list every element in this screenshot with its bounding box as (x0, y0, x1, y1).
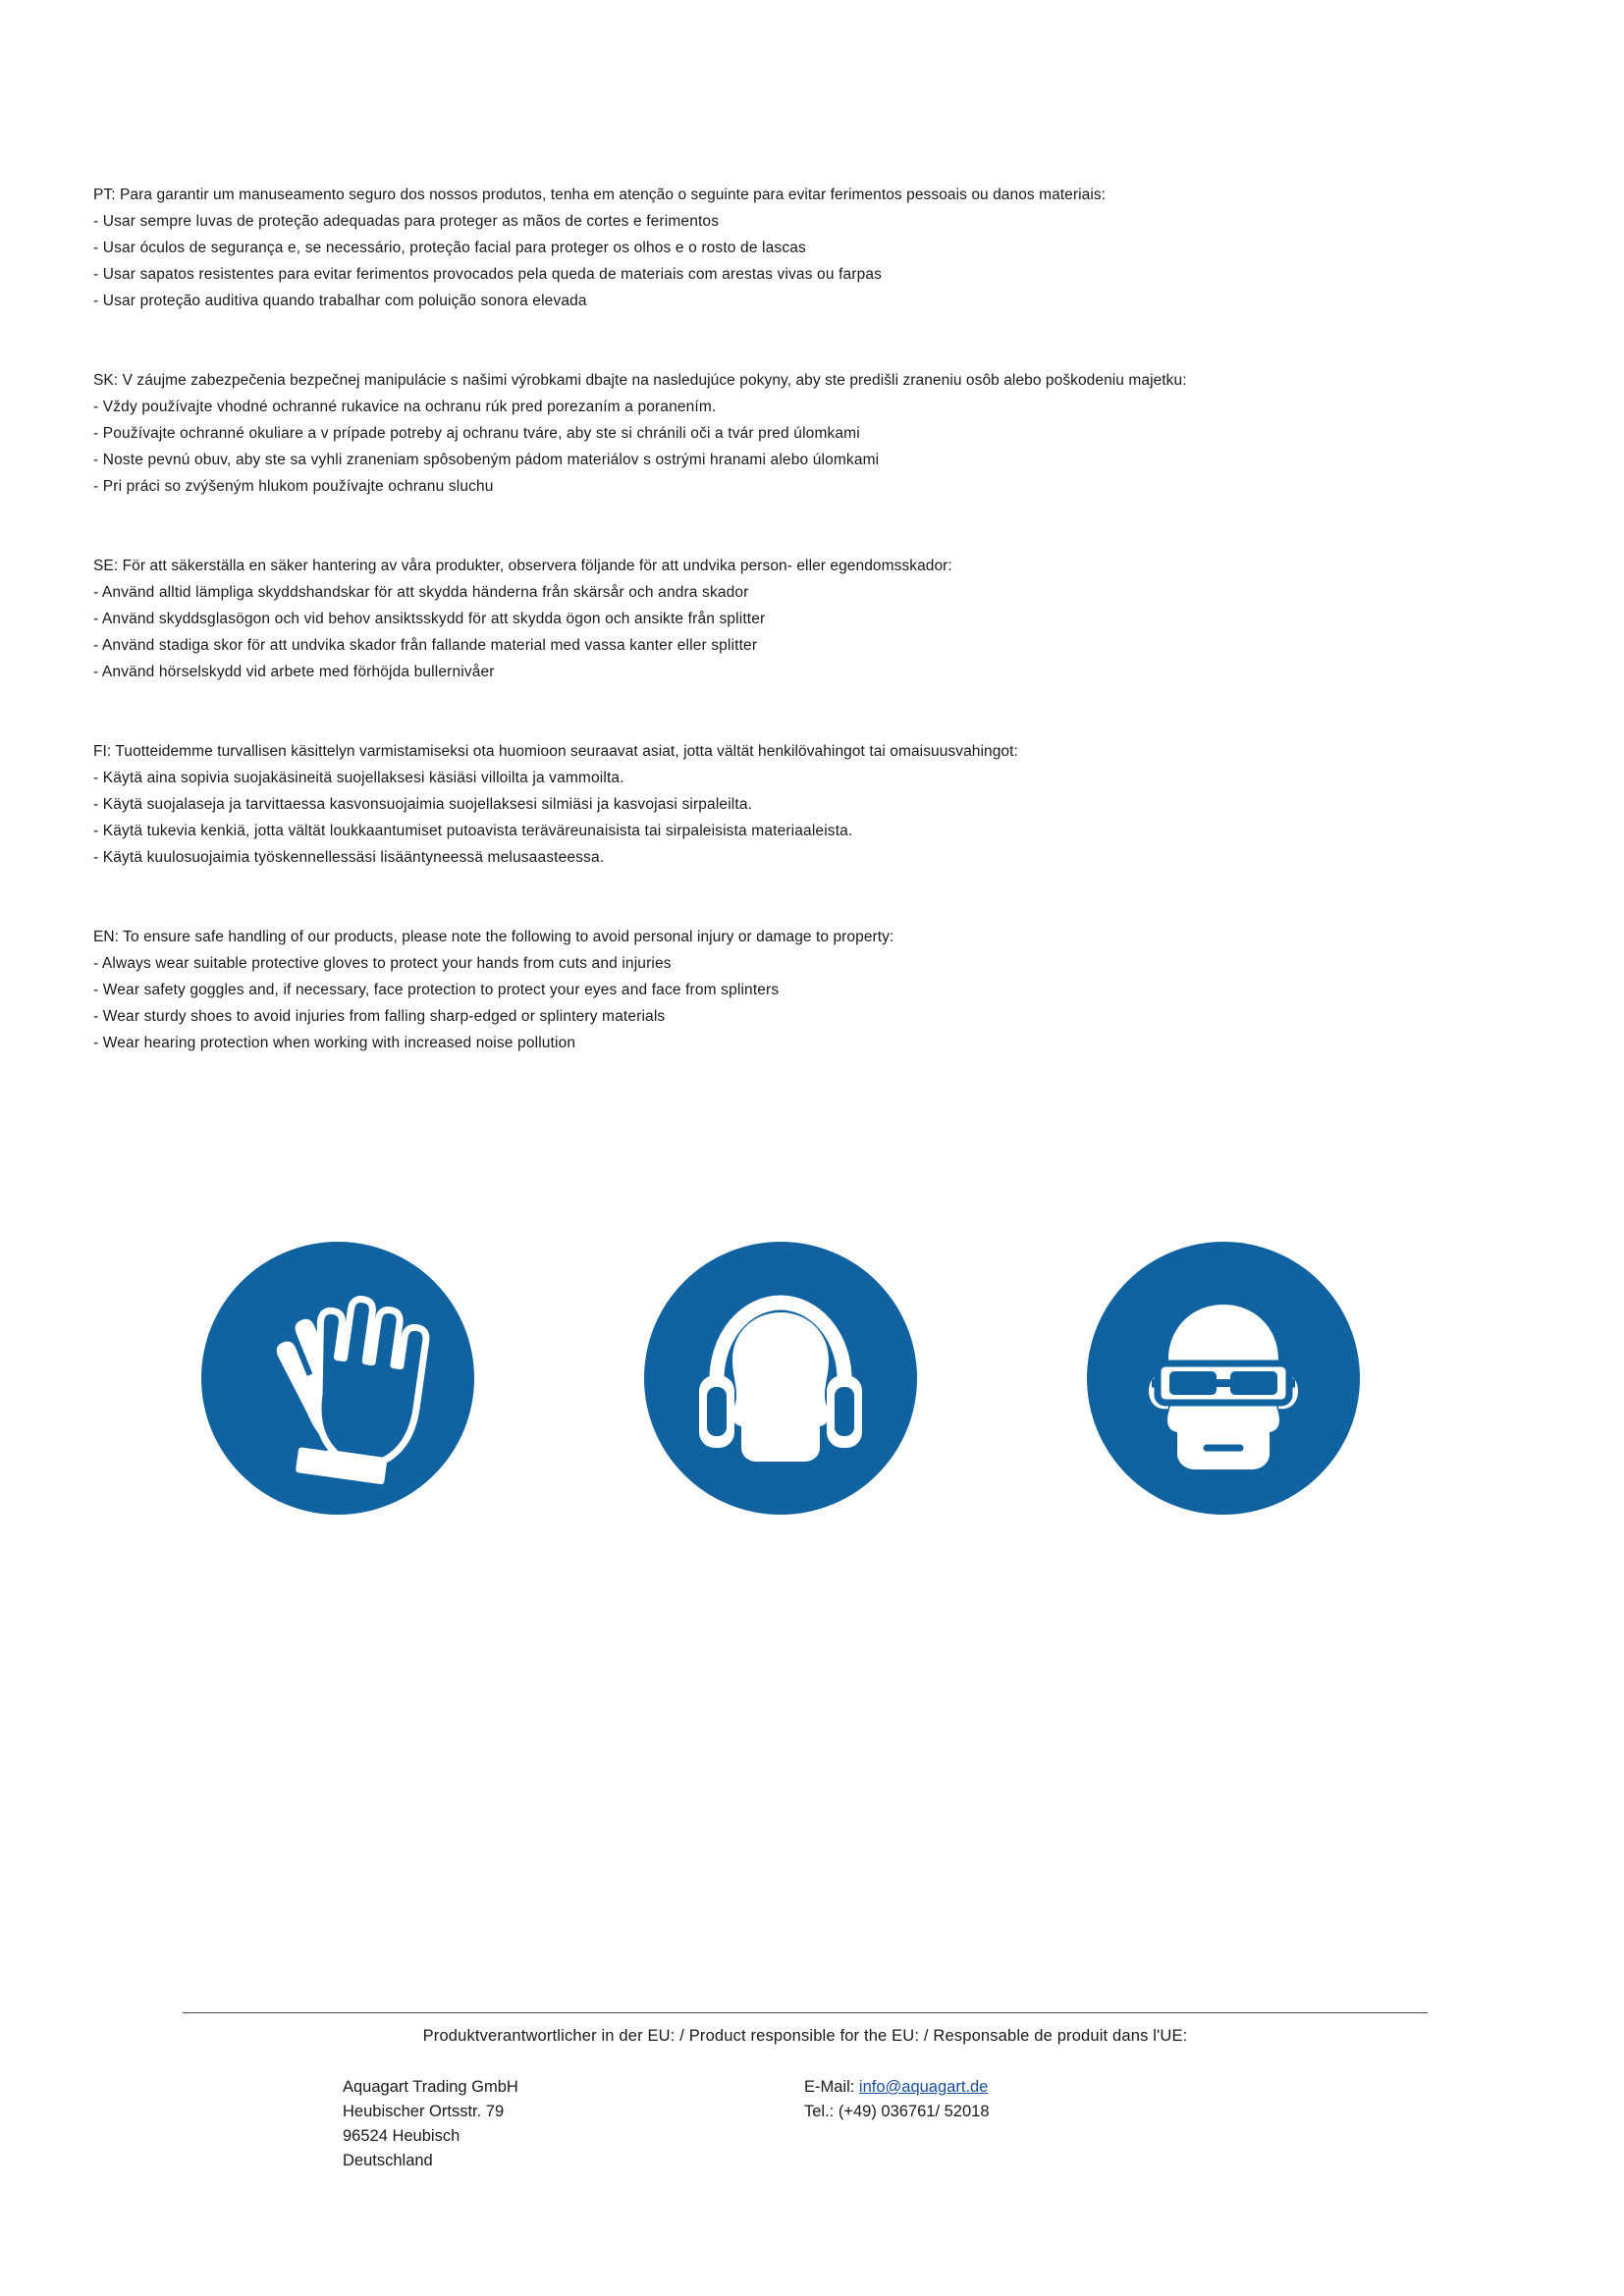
language-block-fi (93, 738, 1468, 871)
block-bullet: - Wear safety goggles and, if necessary, face protection to protect your eyes and face from splinters (93, 982, 780, 998)
email-row (804, 2075, 1217, 2100)
protective-gloves-icon (201, 1242, 474, 1515)
block-bullet: - Always wear suitable protective gloves to protect your hands from cuts and injuries (93, 955, 672, 972)
block-bullet: - Käytä tukevia kenkiä, jotta vältät loukkaantumiset putoavista teräväreunaisista tai sirpaleisista materiaaleista. (93, 823, 853, 839)
safety-instructions (93, 182, 1468, 1109)
ear-protection-icon (644, 1242, 917, 1515)
block-heading: EN: To ensure safe handling of our products, please note the following to avoid personal injury or damage to property: (93, 929, 894, 945)
block-bullet: - Usar sapatos resistentes para evitar ferimentos provocados pela queda de materiais com arestas vivas ou farpas (93, 266, 883, 283)
footer (183, 2012, 1428, 2173)
safety-goggles-icon (1087, 1242, 1360, 1515)
block-bullet: - Pri práci so zvýšeným hlukom používajte ochranu sluchu (93, 478, 494, 495)
address-line: Aquagart Trading GmbH (343, 2078, 518, 2096)
block-bullet: - Använd alltid lämpliga skyddshandskar för att skydda händerna från skärsår och andra skador (93, 584, 749, 601)
block-bullet: - Använd skyddsglasögon och vid behov ansiktsskydd för att skydda ögon och ansikte från splitter (93, 611, 766, 627)
block-heading: SK: V záujme zabezpečenia bezpečnej manipulácie s našimi výrobkami dbajte na nasledujúce pokyny, aby ste predišli zraneniu osôb alebo poškodeniu majetku: (93, 372, 1187, 389)
block-bullet: - Usar sempre luvas de proteção adequadas para proteger as mãos de cortes e ferimentos (93, 213, 720, 230)
block-bullet: - Käytä suojalaseja ja tarvittaessa kasvonsuojaimia suojellaksesi silmiäsi ja kasvojasi sirpaleilta. (93, 796, 753, 813)
block-bullet: - Usar óculos de segurança e, se necessário, proteção facial para proteger os olhos e o rosto de lascas (93, 240, 806, 256)
email-label: E-Mail: (804, 2078, 859, 2096)
language-block-pt (93, 182, 1468, 314)
email-link[interactable]: info@aquagart.de (858, 2078, 989, 2096)
block-bullet: - Wear hearing protection when working with increased noise pollution (93, 1035, 576, 1051)
block-bullet: - Vždy používajte vhodné ochranné rukavice na ochranu rúk pred porezaním a poranením. (93, 399, 717, 415)
block-bullet: - Käytä kuulosuojaimia työskennellessäsi lisääntyneessä melusaasteessa. (93, 849, 605, 866)
address-line: Heubischer Ortsstr. 79 (343, 2103, 505, 2120)
block-bullet: - Använd hörselskydd vid arbete med förhöjda bullernivåer (93, 664, 495, 680)
language-block-en (93, 924, 1468, 1056)
pictogram-row (93, 1242, 1468, 1515)
block-bullet: - Usar proteção auditiva quando trabalhar com poluição sonora elevada (93, 293, 587, 309)
footer-title: Produktverantwortlicher in der EU: / Product responsible for the EU: / Responsable de produit dans l'UE: (422, 2027, 1188, 2045)
address-line: 96524 Heubisch (343, 2127, 460, 2145)
block-bullet: - Používajte ochranné okuliare a v prípade potreby aj ochranu tváre, aby ste si chránili oči a tvár pred úlomkami (93, 425, 860, 442)
block-bullet: - Käytä aina sopivia suojakäsineitä suojellaksesi käsiäsi villoilta ja vammoilta. (93, 770, 624, 786)
block-heading: FI: Tuotteidemme turvallisen käsittelyn varmistamiseksi ota huomioon seuraavat asiat, jotta vältät henkilövahingot tai omaisuusvahingot: (93, 743, 1018, 760)
language-block-se (93, 553, 1468, 685)
block-bullet: - Använd stadiga skor för att undvika skador från fallande material med vassa kanter eller splitter (93, 637, 758, 654)
block-heading: PT: Para garantir um manuseamento seguro dos nossos produtos, tenha em atenção o seguinte para evitar ferimentos pessoais ou danos materiais: (93, 187, 1107, 203)
phone-line: Tel.: (+49) 036761/ 52018 (804, 2103, 990, 2120)
address-line: Deutschland (343, 2152, 433, 2169)
language-block-sk (93, 367, 1468, 500)
block-heading: SE: För att säkerställa en säker hantering av våra produkter, observera följande för att undvika person- eller egendomsskador: (93, 558, 952, 574)
footer-divider (183, 2012, 1428, 2013)
block-bullet: - Noste pevnú obuv, aby ste sa vyhli zraneniam spôsobeným pádom materiálov s ostrými hranami alebo úlomkami (93, 452, 880, 468)
footer-address (343, 2075, 804, 2173)
block-bullet: - Wear sturdy shoes to avoid injuries from falling sharp-edged or splintery materials (93, 1008, 666, 1025)
footer-contact (804, 2075, 1217, 2173)
